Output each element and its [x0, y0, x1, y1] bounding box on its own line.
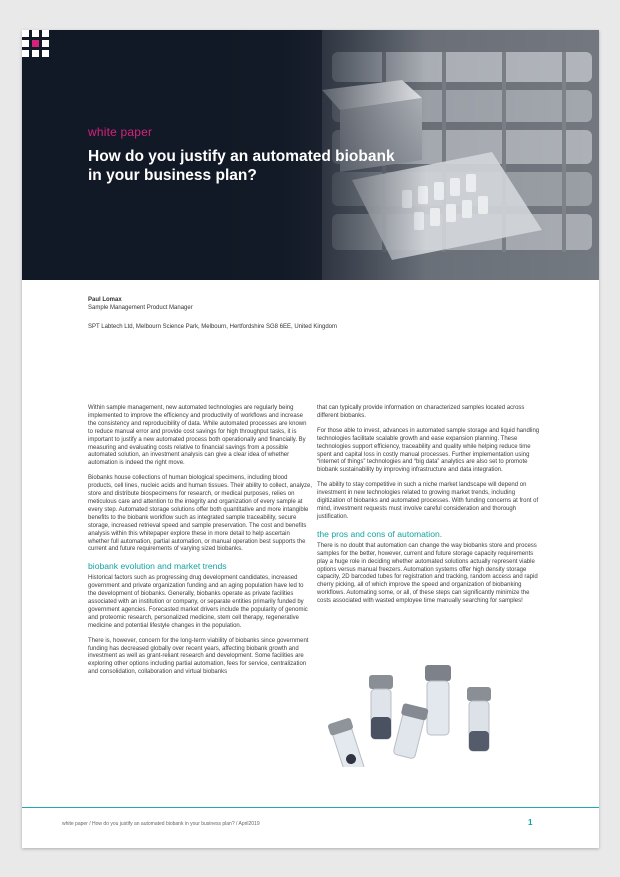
sample-tubes-image	[327, 657, 527, 767]
document-type-label: white paper	[88, 125, 153, 139]
paragraph: For those able to invest, advances in automated sample storage and liquid handling technologies facilitate scalable growth and ease expansion planning. These technologies support efficiency, traceability and quality while helping reduce time spent and capital loss in costly manual processes. Further implementation using “internet of things” technologies and “big data” analytics are also set to promote biobank sustainability by improving infrastructure and data integration.	[317, 427, 540, 474]
document-title: How do you justify an automated biobank in your business plan?	[88, 148, 395, 184]
author-affiliation: SPT Labtech Ltd, Melbourn Science Park, Melbourn, Hertfordshire SG8 6EE, United Kingdom	[88, 324, 338, 330]
paragraph: that can typically provide information on characterized samples located across different biobanks.	[317, 405, 525, 419]
author-name: Paul Lomax	[88, 297, 122, 303]
author-block	[88, 296, 193, 312]
right-column	[317, 405, 541, 613]
section-heading: the pros and cons of automation.	[317, 528, 443, 539]
hero-banner	[22, 30, 599, 280]
footer-divider	[22, 807, 599, 808]
paragraph: Biobanks house collections of human biological specimens, including blood products, cell lines, nucleic acids and human tissues. Their ability to collect, analyze, store and distribute biospecimens for research, or medical purposes, relies on meticulous care and attention to the integrity and organization of every sample at every step. Automated storage solutions offer both quantitative and more intangible benefits to the biobank workflow such as integrated sample traceability, secure storage, increased retrieval speed and sample preservation. The cost and benefits analysis within this whitepaper explore these in more detail to help ascertain whether full automation, partial automation, or manual operation best supports the current and future requirements of varying sized biobanks.	[88, 475, 313, 553]
grid-logo-icon	[22, 30, 49, 57]
footer-text: white paper / How do you justify an automated biobank in your business plan? / April2019	[62, 821, 260, 827]
page-number: 1	[528, 818, 533, 827]
paragraph: Within sample management, new automated technologies are regularly being implemented to improve the efficiency and productivity of workflows and increase the consistency and reproducibility of data. While automated processes are known to reduce manual error and provide cost savings for high throughput tasks, it is important to justify a new automated process both operationally and financially. By measuring and evaluating costs relative to financial savings from a possible automated solution, an investment analysis can give a clear idea of whether automation is indeed the right move.	[88, 405, 307, 467]
document-page	[22, 30, 599, 848]
left-column	[88, 405, 312, 684]
paragraph: The ability to stay competitive in such a niche market landscape will depend on investment in new technologies related to growing market trends, including digitization of biobanks and automated processes. With funding concerns at front of mind, investment requests must involve careful consideration and thorough justification.	[317, 482, 539, 520]
paragraph: Historical factors such as progressing drug development candidates, increased government and private organization funding and an aging population have led to the development of biobanks. Generally, biobanks operate as private facilities associated with an institution or company, or separate entities primarily funded by government agencies. Forecasted market drivers include the popularity of genomic and proteomic research, personalized medicine, stem cell therapy, regenerative medicine and potential lifestyle changes in the population.	[88, 575, 308, 629]
author-role: Sample Management Product Manager	[88, 305, 193, 311]
section-heading: biobank evolution and market trends	[88, 561, 227, 572]
tube	[369, 675, 393, 739]
paragraph: There is no doubt that automation can change the way biobanks store and process samples for the better, however, current and future storage capacity requirements play a huge role in deciding whether automated solutions actually represent viable options versus manual freezers. Automation systems offer high density storage capacity, 2D barcoded tubes for registration and tracking, random access and rapid cherry picking, all of which improve the speed and organization of biobanking workflows. Automating some, or all, of these steps can significantly minimize the costs associated with wasted employee time manually searching for samples!	[317, 542, 538, 605]
paragraph: There is, however, concern for the long-term viability of biobanks since government funding has decreased globally over recent years, affecting biobank growth and investment as well as grant-reliant research and development. Some facilities are exploring other options including partial automation, fees for service, centralization and consolidation, collaboration and virtual biobanks	[88, 637, 309, 676]
